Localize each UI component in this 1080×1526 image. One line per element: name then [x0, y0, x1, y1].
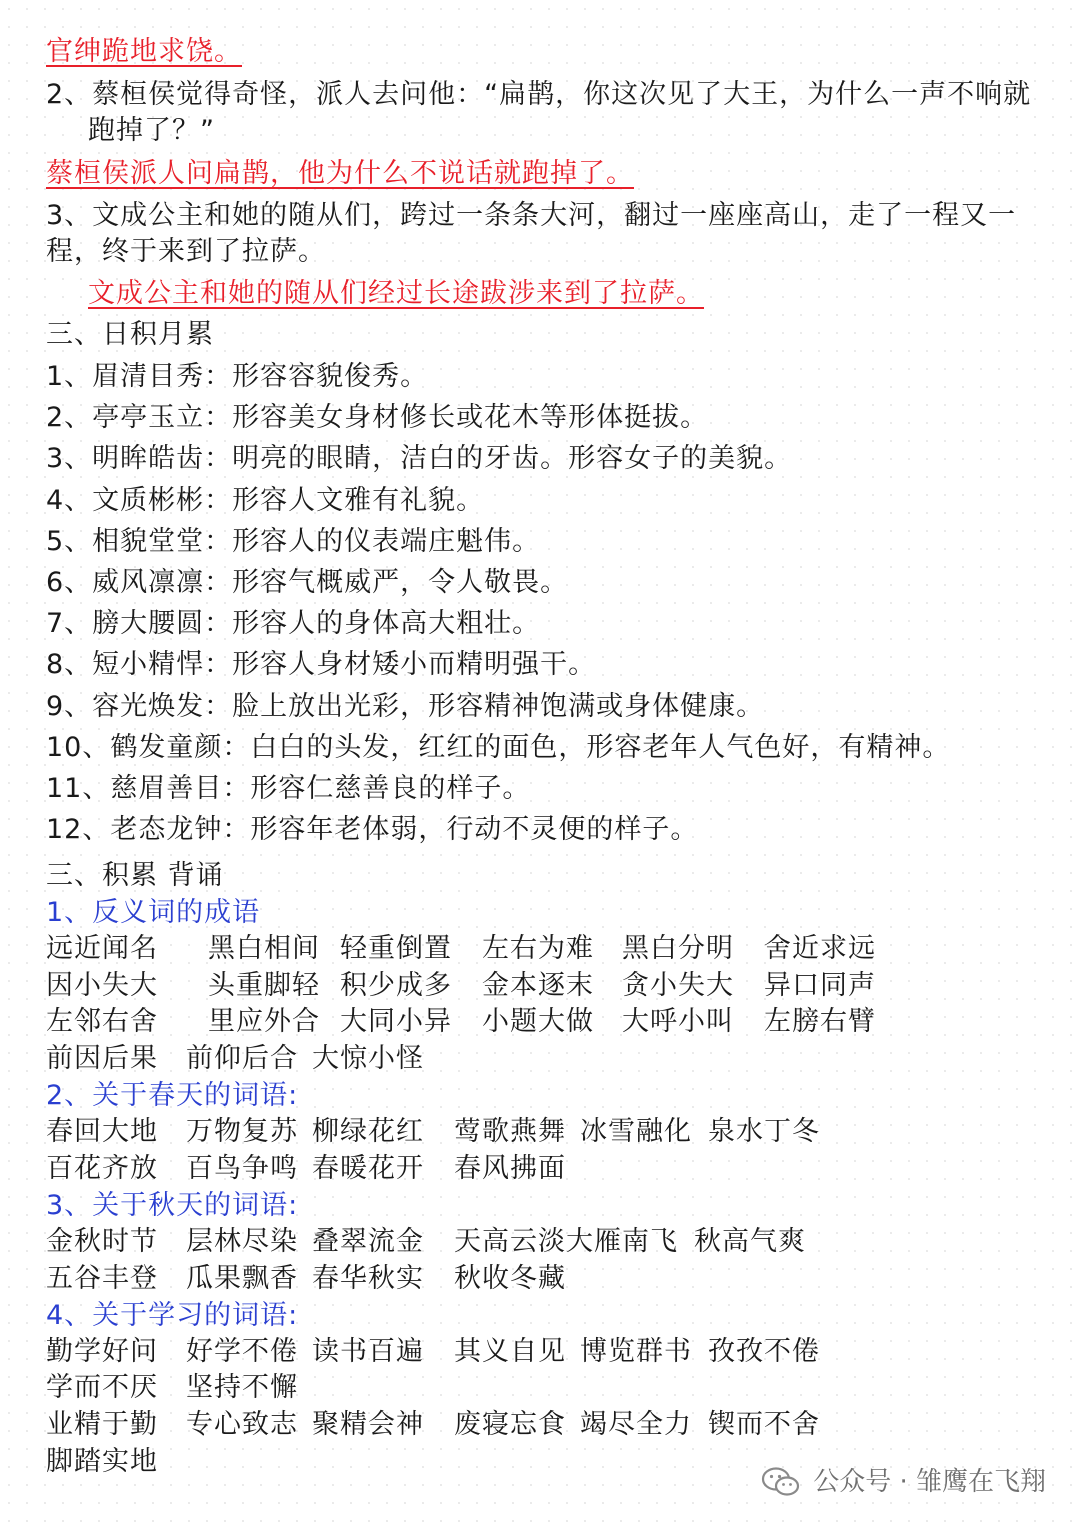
idiom-item: 1、眉清目秀：形容容貌俊秀。	[46, 361, 429, 392]
word-item: 百花齐放	[46, 1153, 158, 1184]
word-item: 里应外合	[208, 1006, 320, 1037]
word-item: 勤学好问	[46, 1336, 158, 1367]
word-row	[0, 1004, 1080, 1040]
word-item: 百鸟争鸣	[186, 1153, 298, 1184]
idiom-item: 2、亭亭玉立：形容美女身材修长或花木等形体挺拔。	[46, 402, 709, 434]
word-item: 春风拂面	[454, 1153, 566, 1184]
watermark	[813, 1462, 1046, 1502]
word-item: 锲而不舍	[708, 1409, 820, 1440]
word-item: 积少成多	[340, 970, 452, 1001]
answer-1: 官绅跪地求饶。	[46, 36, 242, 67]
word-item: 孜孜不倦	[708, 1336, 820, 1367]
idiom-item: 8、短小精悍：形容人身材矮小而精明强干。	[46, 649, 597, 681]
word-row	[0, 968, 1080, 1004]
group-title: 4、关于学习的词语:	[46, 1300, 299, 1331]
word-item: 贪小失大	[622, 970, 734, 1001]
word-item: 泉水丁冬	[708, 1116, 820, 1147]
word-item: 秋高气爽	[694, 1226, 806, 1257]
word-item: 金本逐末	[482, 970, 594, 1001]
word-item: 春暖花开	[312, 1153, 424, 1184]
word-item: 前因后果	[46, 1043, 158, 1074]
group-title: 2、关于春天的词语:	[46, 1080, 299, 1111]
word-item: 聚精会神	[312, 1409, 424, 1440]
word-item: 读书百遍	[312, 1336, 424, 1367]
word-item: 春回大地	[46, 1116, 158, 1147]
idiom-item: 4、文质彬彬：形容人文雅有礼貌。	[46, 484, 485, 516]
idiom-item: 6、威风凛凛：形容气概威严，令人敬畏。	[46, 567, 569, 598]
word-item: 柳绿花红	[312, 1116, 424, 1147]
word-item: 其义自见	[454, 1336, 566, 1367]
group-title: 1、反义词的成语	[46, 897, 261, 928]
word-item: 废寝忘食	[454, 1409, 566, 1440]
word-item: 秋收冬藏	[454, 1263, 566, 1294]
section-heading-jilei: 三、积累 背诵	[46, 860, 224, 891]
word-row	[0, 1114, 1080, 1150]
word-row	[0, 1334, 1080, 1370]
question-2-line-2: 跑掉了？”	[88, 115, 215, 146]
idiom-item: 3、明眸皓齿：明亮的眼睛，洁白的牙齿。形容女子的美貌。	[46, 443, 793, 475]
idiom-item: 7、膀大腰圆：形容人的身体高大粗壮。	[46, 608, 541, 640]
word-row	[0, 1224, 1080, 1260]
word-row	[0, 1407, 1080, 1443]
word-item: 大惊小怪	[312, 1043, 424, 1074]
word-item: 竭尽全力	[580, 1409, 692, 1440]
word-item: 叠翠流金	[312, 1226, 424, 1257]
word-item: 专心致志	[186, 1409, 298, 1440]
wechat-icon	[761, 1466, 801, 1498]
word-item: 舍近求远	[764, 933, 876, 964]
section-heading-rijiyuelei: 三、日积月累	[46, 319, 214, 350]
word-item: 黑白分明	[622, 933, 734, 964]
question-3-line-1: 3、文成公主和她的随从们，跨过一条条大河，翻过一座座高山，走了一程又一	[46, 200, 1017, 231]
idiom-item: 9、容光焕发：脸上放出光彩，形容精神饱满或身体健康。	[46, 690, 765, 722]
word-row	[0, 1370, 1080, 1406]
word-row	[0, 1151, 1080, 1187]
word-item: 天高云淡大雁南飞	[454, 1226, 678, 1257]
answer-2: 蔡桓侯派人问扁鹊，他为什么不说话就跑掉了。	[46, 158, 634, 189]
word-item: 春华秋实	[312, 1263, 424, 1294]
word-item: 学而不厌	[46, 1372, 158, 1403]
word-item: 五谷丰登	[46, 1263, 158, 1294]
word-item: 异口同声	[764, 970, 876, 1001]
watermark-text: 公众号 · 雏鹰在飞翔	[813, 1467, 1046, 1497]
word-row	[0, 1261, 1080, 1297]
word-item: 头重脚轻	[208, 970, 320, 1001]
word-item: 好学不倦	[186, 1336, 298, 1367]
word-row	[0, 1041, 1080, 1077]
idiom-item: 12、老态龙钟：形容年老体弱，行动不灵便的样子。	[46, 814, 699, 846]
word-item: 左邻右舍	[46, 1006, 158, 1037]
word-item: 大同小异	[340, 1006, 452, 1037]
word-item: 远近闻名	[46, 933, 158, 964]
word-item: 左右为难	[482, 933, 594, 964]
word-item: 黑白相间	[208, 933, 320, 964]
idiom-item: 10、鹤发童颜：白白的头发，红红的面色，形容老年人气色好，有精神。	[46, 731, 951, 763]
word-item: 因小失大	[46, 970, 158, 1001]
word-item: 层林尽染	[186, 1226, 298, 1257]
idiom-item: 11、慈眉善目：形容仁慈善良的样子。	[46, 773, 531, 804]
word-row	[0, 931, 1080, 967]
word-item: 业精于勤	[46, 1409, 158, 1440]
word-item: 博览群书	[580, 1336, 692, 1367]
word-item: 坚持不懈	[186, 1372, 298, 1403]
question-3-line-2: 程，终于来到了拉萨。	[46, 236, 326, 267]
question-2-line-1: 2、蔡桓侯觉得奇怪，派人去问他：“扁鹊，你这次见了大王，为什么一声不响就	[46, 79, 1032, 110]
word-item: 万物复苏	[186, 1116, 298, 1147]
group-title: 3、关于秋天的词语:	[46, 1190, 299, 1221]
word-item: 轻重倒置	[340, 933, 452, 964]
word-item: 金秋时节	[46, 1226, 158, 1257]
word-item: 冰雪融化	[580, 1116, 692, 1147]
word-item: 莺歌燕舞	[454, 1116, 566, 1147]
word-item: 小题大做	[482, 1006, 594, 1037]
word-item: 左膀右臂	[764, 1006, 876, 1037]
word-item: 瓜果飘香	[186, 1263, 298, 1294]
word-item: 大呼小叫	[622, 1006, 734, 1037]
idiom-item: 5、相貌堂堂：形容人的仪表端庄魁伟。	[46, 525, 541, 557]
word-item: 前仰后合	[186, 1043, 298, 1074]
answer-3: 文成公主和她的随从们经过长途跋涉来到了拉萨。	[88, 278, 704, 309]
word-item: 脚踏实地	[46, 1446, 158, 1477]
